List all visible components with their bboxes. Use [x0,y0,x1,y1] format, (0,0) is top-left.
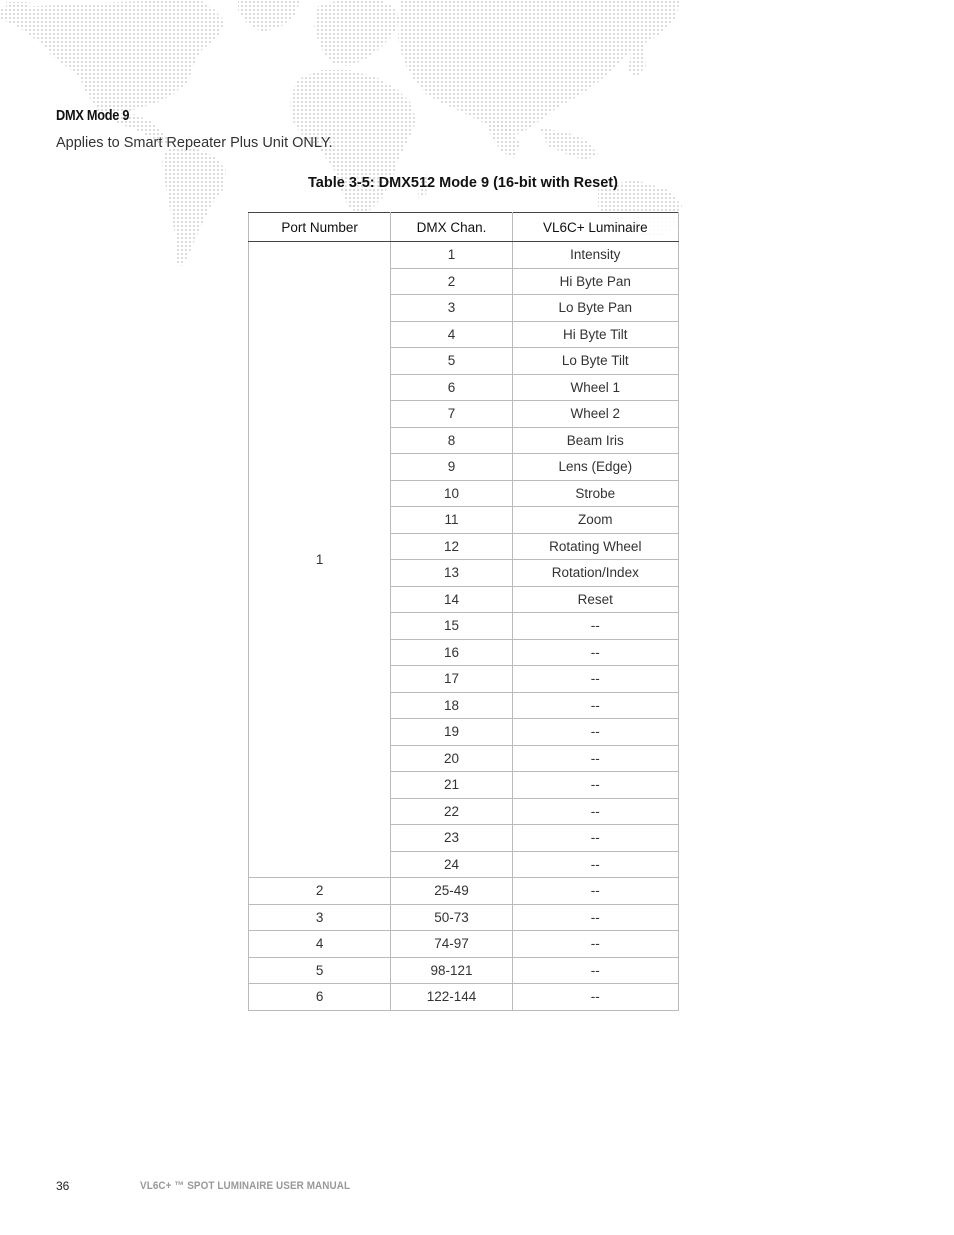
function-cell: Strobe [512,480,678,507]
function-cell: -- [512,904,678,931]
channel-cell: 23 [391,825,512,852]
channel-cell: 50-73 [391,904,512,931]
channel-cell: 74-97 [391,931,512,958]
table-row [249,984,679,1011]
port-cell: 3 [249,904,391,931]
function-cell: Lo Byte Pan [512,295,678,322]
function-cell: -- [512,957,678,984]
table-caption: Table 3-5: DMX512 Mode 9 (16-bit with Reset) [308,175,618,191]
function-cell: Beam Iris [512,427,678,454]
channel-cell: 22 [391,798,512,825]
channel-cell: 98-121 [391,957,512,984]
channel-cell: 122-144 [391,984,512,1011]
table-row [249,957,679,984]
channel-cell: 3 [391,295,512,322]
dmx-mode-table [248,212,679,1011]
channel-cell: 1 [391,242,512,269]
channel-cell: 24 [391,851,512,878]
channel-cell: 12 [391,533,512,560]
table-body [249,242,679,1011]
channel-cell: 17 [391,666,512,693]
channel-cell: 21 [391,772,512,799]
table-row [249,242,679,269]
channel-cell: 16 [391,639,512,666]
function-cell: -- [512,798,678,825]
header-dmx-chan: DMX Chan. [391,213,512,242]
footer-title: VL6C+ ™ SPOT LUMINAIRE USER MANUAL [140,1180,351,1192]
intro-text: Applies to Smart Repeater Plus Unit ONLY. [56,135,333,151]
channel-cell: 2 [391,268,512,295]
channel-cell: 10 [391,480,512,507]
function-cell: Hi Byte Pan [512,268,678,295]
table-row [249,931,679,958]
channel-cell: 13 [391,560,512,587]
table-row [249,878,679,905]
port-cell: 2 [249,878,391,905]
function-cell: -- [512,878,678,905]
function-cell: Reset [512,586,678,613]
function-cell: Wheel 1 [512,374,678,401]
function-cell: -- [512,984,678,1011]
header-port-number: Port Number [249,213,391,242]
section-heading: DMX Mode 9 [56,108,130,124]
channel-cell: 6 [391,374,512,401]
channel-cell: 4 [391,321,512,348]
function-cell: -- [512,851,678,878]
channel-cell: 8 [391,427,512,454]
page-number: 36 [56,1179,70,1193]
port-cell: 5 [249,957,391,984]
channel-cell: 15 [391,613,512,640]
function-cell: -- [512,931,678,958]
function-cell: -- [512,666,678,693]
header-luminaire: VL6C+ Luminaire [512,213,678,242]
function-cell: Intensity [512,242,678,269]
port-cell: 4 [249,931,391,958]
function-cell: Wheel 2 [512,401,678,428]
channel-cell: 14 [391,586,512,613]
port-cell: 1 [249,242,391,878]
function-cell: -- [512,745,678,772]
channel-cell: 18 [391,692,512,719]
channel-cell: 5 [391,348,512,375]
channel-cell: 20 [391,745,512,772]
function-cell: Rotating Wheel [512,533,678,560]
function-cell: -- [512,692,678,719]
channel-cell: 9 [391,454,512,481]
table-header-row [249,213,679,242]
function-cell: Hi Byte Tilt [512,321,678,348]
function-cell: -- [512,719,678,746]
function-cell: Zoom [512,507,678,534]
function-cell: Rotation/Index [512,560,678,587]
function-cell: Lo Byte Tilt [512,348,678,375]
function-cell: Lens (Edge) [512,454,678,481]
port-cell: 6 [249,984,391,1011]
channel-cell: 19 [391,719,512,746]
function-cell: -- [512,825,678,852]
channel-cell: 11 [391,507,512,534]
function-cell: -- [512,639,678,666]
function-cell: -- [512,772,678,799]
channel-cell: 25-49 [391,878,512,905]
table-row [249,904,679,931]
function-cell: -- [512,613,678,640]
channel-cell: 7 [391,401,512,428]
